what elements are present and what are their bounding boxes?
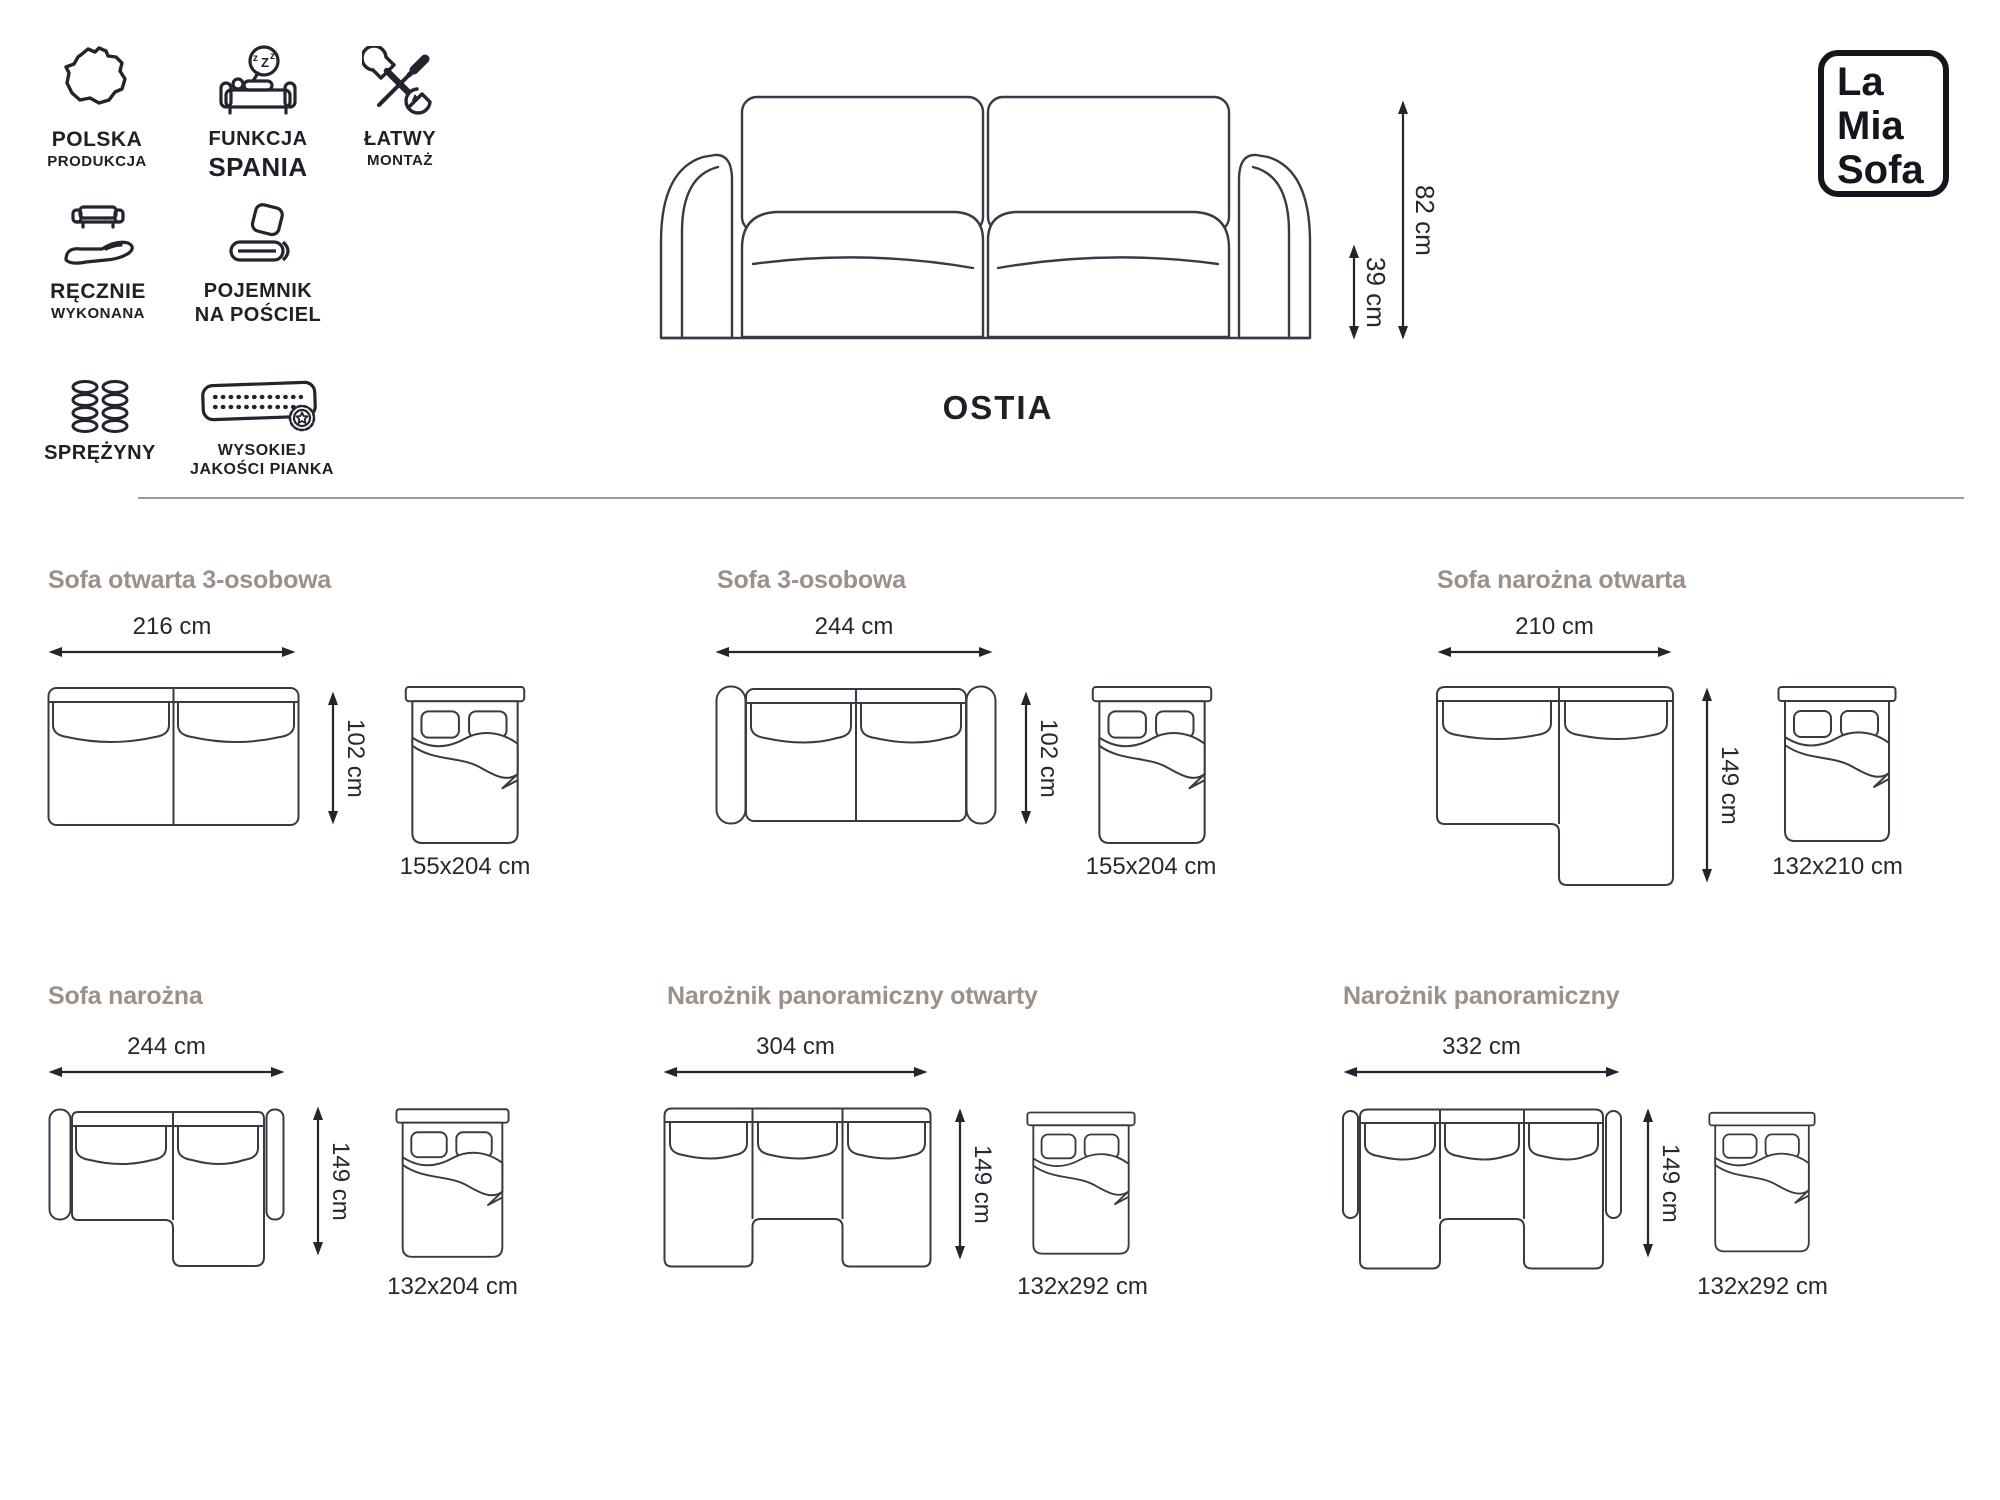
- feature-latwy-montaz: [340, 40, 460, 169]
- width-dimension-arrow: [48, 644, 296, 660]
- feature-label: FUNKCJA: [208, 128, 308, 150]
- width-dimension-label: 332 cm: [1442, 1033, 1521, 1060]
- sofa-top-view: [663, 1107, 932, 1268]
- panel-title: Sofa narożna: [48, 982, 203, 1010]
- feature-label: POJEMNIK: [203, 280, 313, 302]
- panel-sofa-narozna-otwarta: [1420, 561, 1980, 901]
- depth-dimension-label: 102 cm: [342, 718, 369, 798]
- panel-naroznik-panoramiczny: [1330, 975, 1890, 1325]
- bed-top-view: [403, 685, 527, 847]
- width-dimension-arrow: [715, 644, 993, 660]
- product-title: OSTIA: [942, 389, 1054, 426]
- feature-sublabel: SPANIA: [208, 151, 308, 182]
- feature-sublabel: MONTAŻ: [366, 151, 434, 169]
- depth-dimension-arrow: [1640, 1108, 1656, 1258]
- bed-size-label: 132x204 cm: [387, 1273, 518, 1300]
- sofa-top-view: [1435, 685, 1675, 887]
- sofa-top-view: [47, 685, 300, 827]
- svg-text:z: z: [270, 51, 275, 62]
- feature-sublabel: PRODUKCJA: [47, 152, 147, 170]
- brand-logo-line: Sofa: [1837, 148, 1924, 192]
- total-height-dimension-label: 82 cm: [1410, 184, 1440, 256]
- panel-sofa-3-osobowa: [700, 561, 1240, 901]
- panel-title: Narożnik panoramiczny otwarty: [667, 982, 1038, 1010]
- width-dimension-label: 210 cm: [1515, 613, 1594, 640]
- panel-sofa-narozna: [40, 975, 590, 1325]
- bed-size-label: 132x292 cm: [1017, 1273, 1148, 1300]
- feature-label: WYSOKIEJ: [217, 442, 307, 459]
- panel-title: Sofa otwarta 3-osobowa: [48, 566, 332, 594]
- depth-dimension-label: 149 cm: [1716, 745, 1743, 825]
- width-dimension-label: 244 cm: [127, 1033, 206, 1060]
- panel-naroznik-panoramiczny-otwarty: [650, 975, 1190, 1325]
- bed-size-label: 155x204 cm: [1085, 853, 1217, 880]
- feature-pojemnik-na-posciel: [178, 198, 338, 327]
- sofa-top-view: [48, 1108, 285, 1268]
- svg-text:Z: Z: [261, 55, 269, 70]
- depth-dimension-arrow: [310, 1106, 326, 1256]
- depth-dimension-arrow: [952, 1108, 968, 1260]
- brand-logo-line: La: [1837, 60, 1884, 104]
- springs-icon: [40, 374, 160, 436]
- bed-size-label: 132x292 cm: [1697, 1273, 1828, 1300]
- brand-logo-line: Mia: [1837, 104, 1904, 148]
- depth-dimension-arrow: [1018, 691, 1034, 825]
- sofa-front-view-drawing: [658, 72, 1313, 344]
- bed-top-view: [1708, 1105, 1816, 1261]
- width-dimension-arrow: [1437, 644, 1672, 660]
- width-dimension-label: 216 cm: [132, 613, 212, 640]
- bed-top-view: [395, 1105, 510, 1263]
- feature-sublabel: WYKONANA: [51, 304, 145, 322]
- width-dimension-arrow: [1343, 1064, 1620, 1080]
- panel-title: Sofa 3-osobowa: [717, 566, 906, 594]
- width-dimension-label: 304 cm: [756, 1033, 835, 1060]
- bedding-storage-icon: [178, 198, 338, 274]
- depth-dimension-label: 149 cm: [969, 1144, 996, 1224]
- bed-top-view: [1091, 685, 1213, 847]
- foam-icon: [172, 374, 352, 436]
- feature-funkcja-spania: [198, 40, 318, 182]
- svg-text:z: z: [253, 53, 258, 64]
- feature-polska-produkcja: [37, 40, 157, 170]
- feature-label: ŁATWY: [363, 128, 437, 150]
- feature-label: SPRĘŻYNY: [44, 442, 156, 464]
- feature-label: RĘCZNIE: [50, 280, 146, 303]
- sleep-function-icon: [198, 40, 318, 122]
- feature-sublabel: JAKOŚCI PIANKA: [190, 460, 334, 478]
- depth-dimension-label: 102 cm: [1035, 718, 1062, 798]
- seat-height-dimension-label: 39 cm: [1361, 256, 1391, 328]
- depth-dimension-arrow: [1699, 687, 1715, 883]
- sofa-top-view: [715, 685, 997, 825]
- sofa-top-view: [1342, 1108, 1622, 1270]
- width-dimension-arrow: [48, 1064, 285, 1080]
- width-dimension-arrow: [663, 1064, 928, 1080]
- panel-title: Narożnik panoramiczny: [1343, 982, 1620, 1010]
- panel-title: Sofa narożna otwarta: [1437, 566, 1686, 594]
- tools-icon: [340, 40, 460, 122]
- bed-top-view: [1026, 1105, 1136, 1263]
- brand-logo: [1818, 50, 1949, 197]
- feature-sublabel: NA POŚCIEL: [194, 303, 322, 326]
- bed-top-view: [1777, 685, 1897, 845]
- poland-map-icon: [37, 40, 157, 122]
- feature-recznie-wykonana: [38, 198, 158, 322]
- bed-size-label: 155x204 cm: [399, 853, 531, 880]
- section-divider: [138, 497, 1964, 499]
- bed-size-label: 132x210 cm: [1772, 853, 1903, 880]
- width-dimension-label: 244 cm: [814, 613, 894, 640]
- feature-label: POLSKA: [51, 128, 143, 151]
- depth-dimension-label: 149 cm: [1657, 1143, 1684, 1223]
- handmade-icon: [38, 198, 158, 274]
- feature-sprezyny: [40, 374, 160, 466]
- panel-sofa-otwarta-3-osobowa: [40, 561, 590, 901]
- feature-wysokiej-jakosci-pianka: [172, 374, 352, 480]
- depth-dimension-label: 149 cm: [327, 1141, 354, 1221]
- depth-dimension-arrow: [325, 691, 341, 825]
